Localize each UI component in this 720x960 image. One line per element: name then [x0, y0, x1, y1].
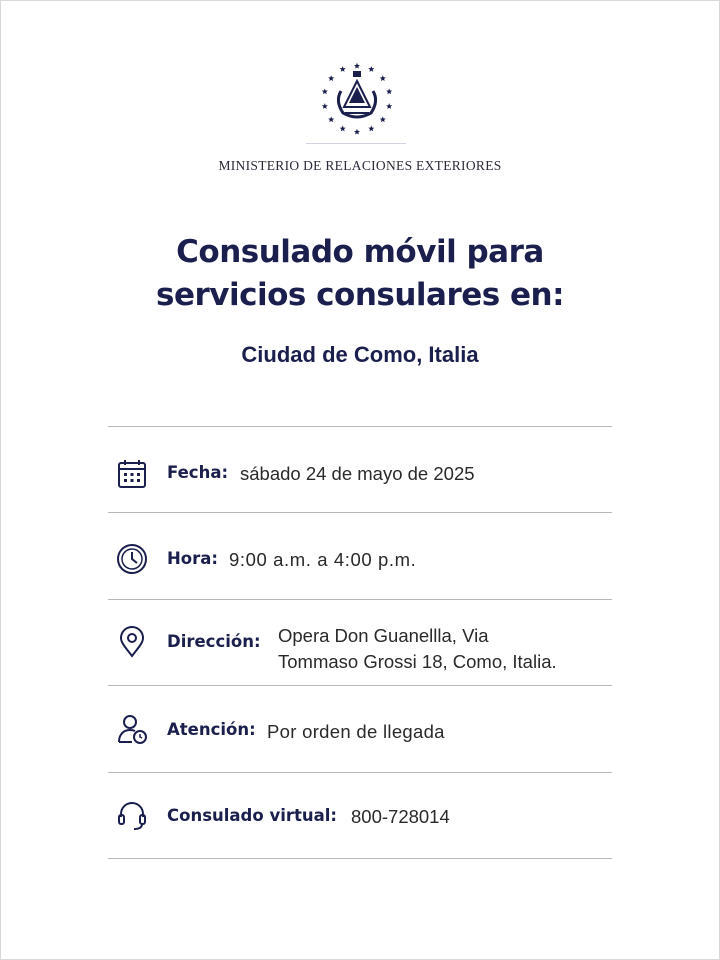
detail-row-direccion: [108, 623, 618, 679]
divider: [108, 426, 612, 427]
user-clock-icon: [116, 713, 148, 745]
clock-icon: [116, 543, 148, 575]
city-subtitle: Ciudad de Como, Italia: [241, 342, 479, 367]
virtual-value: 800-728014: [351, 806, 450, 827]
divider: [108, 685, 612, 686]
title-line-2: servicios consulares en:: [156, 277, 564, 313]
detail-row-virtual: [108, 798, 618, 838]
direccion-value: [278, 623, 557, 675]
calendar-icon: [116, 458, 148, 490]
divider: [108, 858, 612, 859]
page-title: [61, 231, 659, 317]
fecha-label: Fecha:: [167, 463, 229, 482]
headset-icon: [116, 799, 148, 831]
detail-row-fecha: [108, 456, 618, 496]
fecha-value: sábado 24 de mayo de 2025: [240, 463, 475, 484]
detail-row-atencion: [108, 713, 618, 753]
divider: [108, 512, 612, 513]
atencion-value: Por orden de llegada: [267, 721, 445, 742]
direccion-line-2: Tommaso Grossi 18, Como, Italia.: [278, 651, 557, 672]
direccion-line-1: Opera Don Guanellla, Via: [278, 625, 489, 646]
seal-divider: [306, 143, 406, 144]
title-line-1: Consulado móvil para: [176, 234, 544, 270]
direccion-label: Dirección:: [167, 632, 261, 651]
location-pin-icon: [116, 626, 148, 658]
coat-of-arms-logo: [319, 61, 395, 137]
ministry-name: MINISTERIO DE RELACIONES EXTERIORES: [218, 158, 502, 173]
hora-label: Hora:: [167, 549, 219, 568]
atencion-label: Atención:: [167, 720, 256, 739]
virtual-label: Consulado virtual:: [167, 806, 338, 825]
hora-value: 9:00 a.m. a 4:00 p.m.: [229, 549, 417, 570]
divider: [108, 599, 612, 600]
detail-row-hora: [108, 542, 618, 582]
divider: [108, 772, 612, 773]
